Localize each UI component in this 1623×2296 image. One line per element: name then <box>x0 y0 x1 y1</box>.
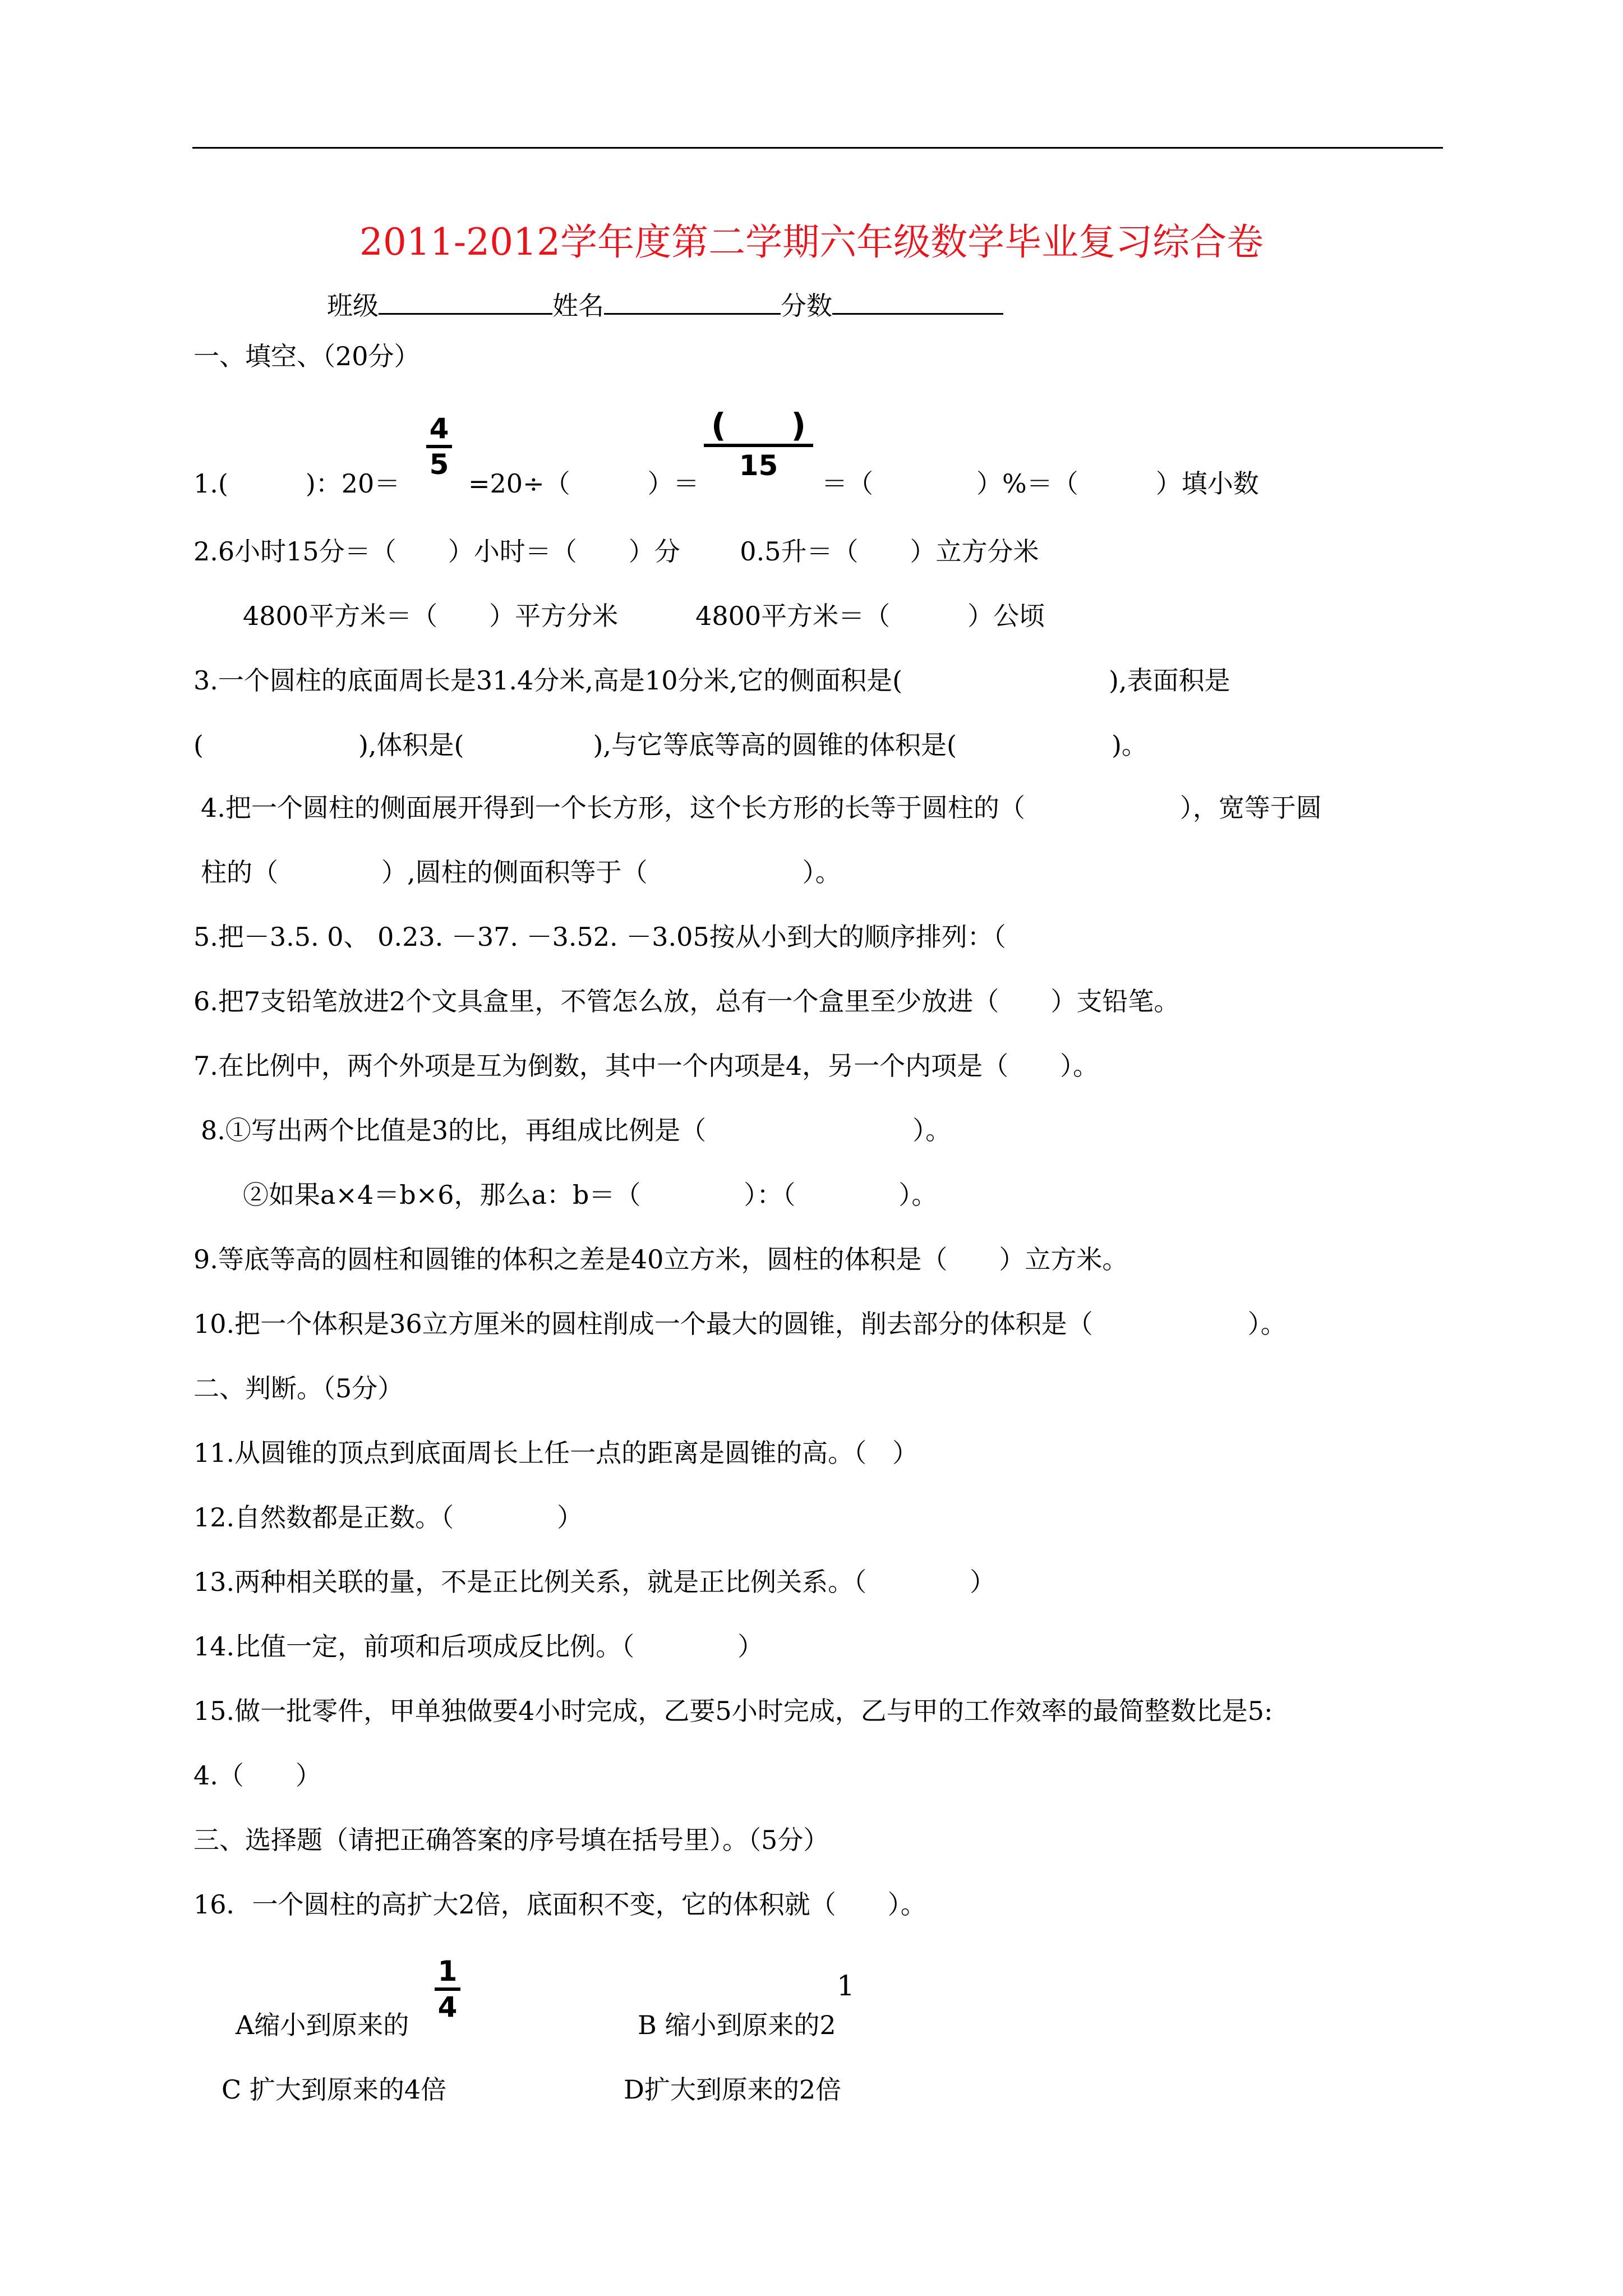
q1-part-b: =20÷（ ）＝ <box>468 468 699 499</box>
option-d[interactable]: D扩大到原来的2倍 <box>624 2074 842 2105</box>
fraction-numerator: 1 <box>437 1955 458 1987</box>
q1-fraction-4-5 <box>426 412 452 481</box>
q1-part-c: ＝（ ）%＝（ ）填小数 <box>822 468 1259 499</box>
option-b-fraction-numerator: 1 <box>837 1970 855 2002</box>
fraction-denominator: 4 <box>437 1991 458 2023</box>
q1-fraction-blank-15 <box>704 407 813 484</box>
option-b[interactable]: B 缩小到原来的2 <box>638 2010 836 2040</box>
name-field[interactable] <box>604 287 781 315</box>
option-a-fraction <box>435 1955 460 2023</box>
q8-line-1: 8.①写出两个比值是3的比，再组成比例是（ ）。 <box>201 1115 952 1145</box>
q2-line-2: 4800平方米＝（ ）平方分米 4800平方米＝（ ）公顷 <box>243 601 1045 631</box>
fraction-numerator: 4 <box>429 412 449 445</box>
q9: 9.等底等高的圆柱和圆锥的体积之差是40立方米，圆柱的体积是（ ）立方米。 <box>193 1244 1128 1274</box>
name-label: 姓名 <box>552 291 604 321</box>
fraction-denominator: 5 <box>429 448 449 481</box>
option-a[interactable]: A缩小到原来的 <box>236 2010 409 2040</box>
q16: 16．一个圆柱的高扩大2倍，底面积不变，它的体积就（ ）。 <box>193 1889 926 1920</box>
q7: 7.在比例中，两个外项是互为倒数，其中一个内项是4，另一个内项是（ ）。 <box>193 1051 1099 1081</box>
fraction-denominator: 15 <box>739 449 778 482</box>
option-c[interactable]: C 扩大到原来的4倍 <box>222 2074 447 2105</box>
q8-line-2: ②如果a×4＝b×6，那么a：b＝（ ）：（ ）。 <box>243 1180 938 1210</box>
q15-line-1: 15.做一批零件，甲单独做要4小时完成，乙要5小时完成，乙与甲的工作效率的最简整数比是5: <box>193 1696 1273 1726</box>
q2-line-1: 2.6小时15分＝（ ）小时＝（ ）分 0.5升＝（ ）立方分米 <box>193 536 1039 567</box>
section2-heading: 二、判断。（5分） <box>193 1373 404 1404</box>
q15-line-2: 4.（ ） <box>193 1760 321 1791</box>
q4-line-2: 柱的（ ）,圆柱的侧面积等于（ ）。 <box>201 857 841 887</box>
q6: 6.把7支铅笔放进2个文具盒里，不管怎么放，总有一个盒里至少放进（ ）支铅笔。 <box>193 986 1180 1016</box>
student-info <box>327 287 1003 321</box>
score-label: 分数 <box>781 291 832 321</box>
q14: 14.比值一定，前项和后项成反比例。（ ） <box>193 1631 764 1662</box>
score-field[interactable] <box>832 287 1003 315</box>
q5: 5.把－3.5. 0、 0.23. －37. －3.52. －3.05按从小到大的顺序排列：（ <box>193 922 1006 952</box>
fraction-numerator: ( ) <box>711 406 806 444</box>
q3-line-1: 3.一个圆柱的底面周长是31.4分米,高是10分米,它的侧面积是( ),表面积是 <box>193 665 1230 696</box>
q12: 12.自然数都是正数。（ ） <box>193 1502 583 1533</box>
q4-line-1: 4.把一个圆柱的侧面展开得到一个长方形，这个长方形的长等于圆柱的（ ），宽等于圆 <box>201 793 1322 823</box>
top-rule <box>192 147 1443 149</box>
q13: 13.两种相关联的量，不是正比例关系，就是正比例关系。（ ） <box>193 1567 996 1597</box>
class-label: 班级 <box>327 291 379 321</box>
q3-line-2: ( ),体积是( ),与它等底等高的圆锥的体积是( )。 <box>193 730 1147 760</box>
q10: 10.把一个体积是36立方厘米的圆柱削成一个最大的圆锥，削去部分的体积是（ ）。 <box>193 1309 1287 1339</box>
section3-heading: 三、选择题（请把正确答案的序号填在括号里）。（5分） <box>193 1825 829 1855</box>
q1-part-a: 1.( )：20＝ <box>193 468 400 499</box>
page-title: 2011-2012学年度第二学期六年级数学毕业复习综合卷 <box>359 220 1264 264</box>
section1-heading: 一、填空、（20分） <box>193 341 420 371</box>
class-field[interactable] <box>379 287 552 315</box>
q11: 11.从圆锥的顶点到底面周长上任一点的距离是圆锥的高。（ ） <box>193 1438 919 1468</box>
